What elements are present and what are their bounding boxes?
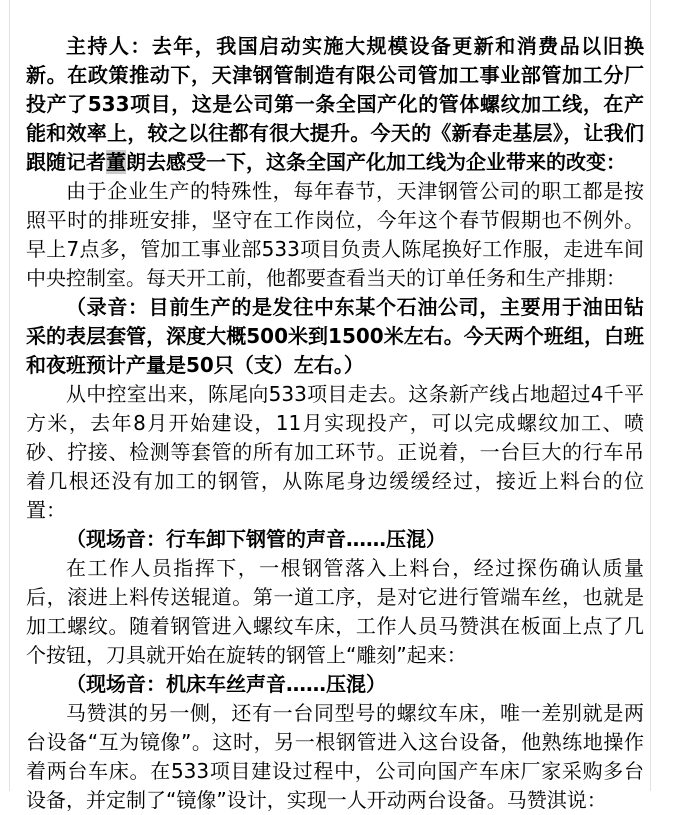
highlighted-character[interactable]: 董: [106, 150, 126, 174]
paragraph: [26, 699, 644, 815]
text-segment: 由于企业生产的特殊性，每年春节，天津钢管公司的职工都是按照平时的排班安排，坚守在工作岗位，今年这个春节假期也不例外。早上7点多，管加工事业部533项目负责人陈尾换好工作服，走进车间中央控制室。每天开工前，他都要查看当天的订单任务和生产排期：: [26, 179, 644, 290]
article-body[interactable]: [10, 0, 650, 812]
paragraph: [26, 177, 644, 293]
text-segment: 朗去感受一下，这条全国产化加工线为企业带来的改变：: [126, 150, 626, 174]
paragraph: [26, 525, 644, 554]
text-segment: （现场音：机床车丝声音……压混）: [66, 672, 386, 696]
text-segment: （录音：目前生产的是发往中东某个石油公司，主要用于油田钻采的表层套管，深度大概500米到1500米左右。今天两个班组，白班和夜班预计产量是50只（支）左右。）: [26, 295, 644, 377]
text-segment: 主持人：去年，我国启动实施大规模设备更新和消费品以旧换新。在政策推动下，天津钢管制造有限公司管加工事业部管加工分厂投产了533项目，这是公司第一条全国产化的管体螺纹加工线，在产能和效率上，较之以往都有很大提升。今天的《新春走基层》，让我们跟随记者: [26, 34, 644, 174]
text-segment: 马赞淇的另一侧，还有一台同型号的螺纹车床，唯一差别就是两台设备“互为镜像”。这时，另一根钢管进入这台设备，他熟练地操作着两台车床。在533项目建设过程中，公司向国产车床厂家采购多台设备，并定制了“镜像”设计，实现一人开动两台设备。马赞淇说：: [26, 701, 644, 812]
paragraph: [26, 293, 644, 380]
text-segment: 从中控室出来，陈尾向533项目走去。这条新产线占地超过4千平方米，去年8月开始建设，11月实现投产，可以完成螺纹加工、喷砂、拧接、检测等套管的所有加工环节。正说着，一台巨大的行车吊着几根还没有加工的钢管，从陈尾身边缓缓经过，接近上料台的位置：: [26, 382, 644, 522]
text-boundary: [9, 0, 651, 812]
text-segment: 在工作人员指挥下，一根钢管落入上料台，经过探伤确认质量后，滚进上料传送辊道。第一道工序，是对它进行管端车丝，也就是加工螺纹。随着钢管进入螺纹车床，工作人员马赞淇在板面上点了几个按钮，刀具就开始在旋转的钢管上“雕刻”起来：: [26, 556, 644, 667]
paragraph: [26, 554, 644, 670]
paragraph: [26, 32, 644, 177]
paragraph: [26, 670, 644, 699]
paragraph: [26, 380, 644, 525]
text-segment: （现场音：行车卸下钢管的声音……压混）: [66, 527, 446, 551]
